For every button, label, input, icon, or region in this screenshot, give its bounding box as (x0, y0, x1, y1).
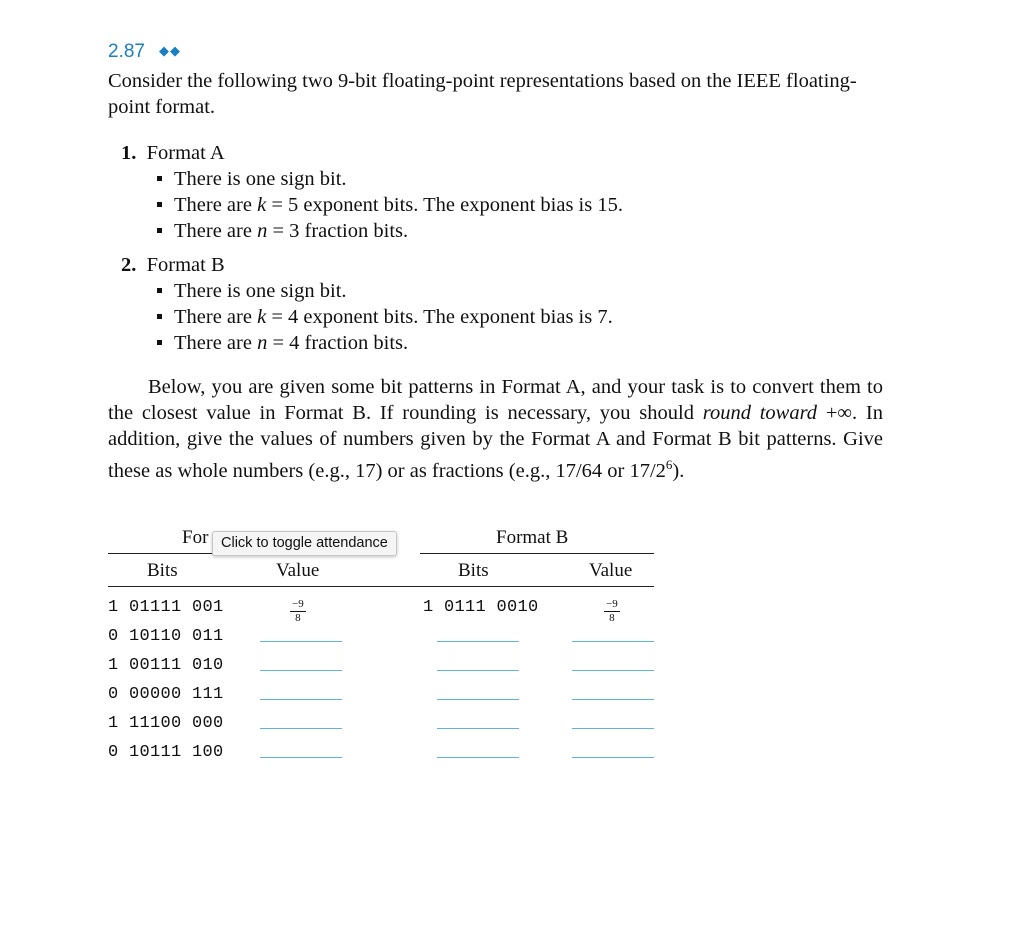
answer-blank-b-value[interactable] (572, 699, 654, 700)
answer-blank-b-bits[interactable] (437, 757, 519, 758)
format-a-bullet-fraction: There are n = 3 fraction bits. (157, 218, 408, 244)
format-b-heading: 2. Format B (121, 254, 225, 276)
answer-blank-b-value[interactable] (572, 670, 654, 671)
format-b-bullet-fraction: There are n = 4 fraction bits. (157, 330, 408, 356)
answer-blank-b-bits[interactable] (437, 699, 519, 700)
answer-blank-b-value[interactable] (572, 641, 654, 642)
answer-blank-a-value[interactable] (260, 641, 342, 642)
answer-blank-a-value[interactable] (260, 699, 342, 700)
table-row-bits: 0 10110 011 (108, 627, 224, 646)
problem-number: 2.87 ◆◆ (108, 41, 181, 62)
format-a-heading: 1. Format A (121, 142, 225, 164)
group-rule-b (420, 553, 654, 554)
answer-blank-b-bits[interactable] (437, 728, 519, 729)
answer-blank-a-value[interactable] (260, 757, 342, 758)
col-header-a-value: Value (276, 560, 320, 581)
example-b-bits: 1 0111 0010 (423, 598, 539, 617)
example-a-bits: 1 01111 001 (108, 598, 224, 617)
group-header-format-a: For (182, 527, 209, 548)
table-row-bits: 0 10111 100 (108, 743, 224, 762)
example-b-value: $\frac{-9}{8}$ (606, 598, 618, 624)
col-header-b-bits: Bits (458, 560, 489, 581)
table-row-bits: 1 11100 000 (108, 714, 224, 733)
format-a-bullet-exponent: There are k = 5 exponent bits. The exponent bias is 15. (157, 192, 623, 218)
table-row-bits: 1 00111 010 (108, 656, 224, 675)
answer-blank-b-bits[interactable] (437, 670, 519, 671)
difficulty-diamonds: ◆◆ (158, 43, 181, 58)
answer-blank-b-value[interactable] (572, 728, 654, 729)
group-header-format-b: Format B (496, 527, 569, 548)
format-b-bullet-sign: There is one sign bit. (157, 278, 347, 304)
problem-intro: Consider the following two 9-bit floating-point representations based on the IEEE floating-point format. (108, 70, 857, 118)
format-b-bullet-exponent: There are k = 4 exponent bits. The exponent bias is 7. (157, 304, 613, 330)
col-header-a-bits: Bits (147, 560, 178, 581)
table-row-bits: 0 00000 111 (108, 685, 224, 704)
header-rule (108, 586, 654, 587)
col-header-b-value: Value (589, 560, 633, 581)
format-a-bullet-sign: There is one sign bit. (157, 166, 347, 192)
answer-blank-b-value[interactable] (572, 757, 654, 758)
example-a-value: $\frac{-9}{8}$ (292, 598, 304, 624)
answer-blank-a-value[interactable] (260, 728, 342, 729)
answer-blank-b-bits[interactable] (437, 641, 519, 642)
answer-blank-a-value[interactable] (260, 670, 342, 671)
instructions-paragraph: Below, you are given some bit patterns in Format A, and your task is to convert them to the closest value in Format B. If rounding is necessary, you should round toward +∞. In addition, give the values of numbers given by the Format A and Format B bit patterns. Give these as whole numbers (e.g., 17) or as fractions (e.g., 17/64 or $17/2^6$). (108, 376, 883, 482)
toggle-attendance-tooltip: Click to toggle attendance (212, 531, 397, 556)
